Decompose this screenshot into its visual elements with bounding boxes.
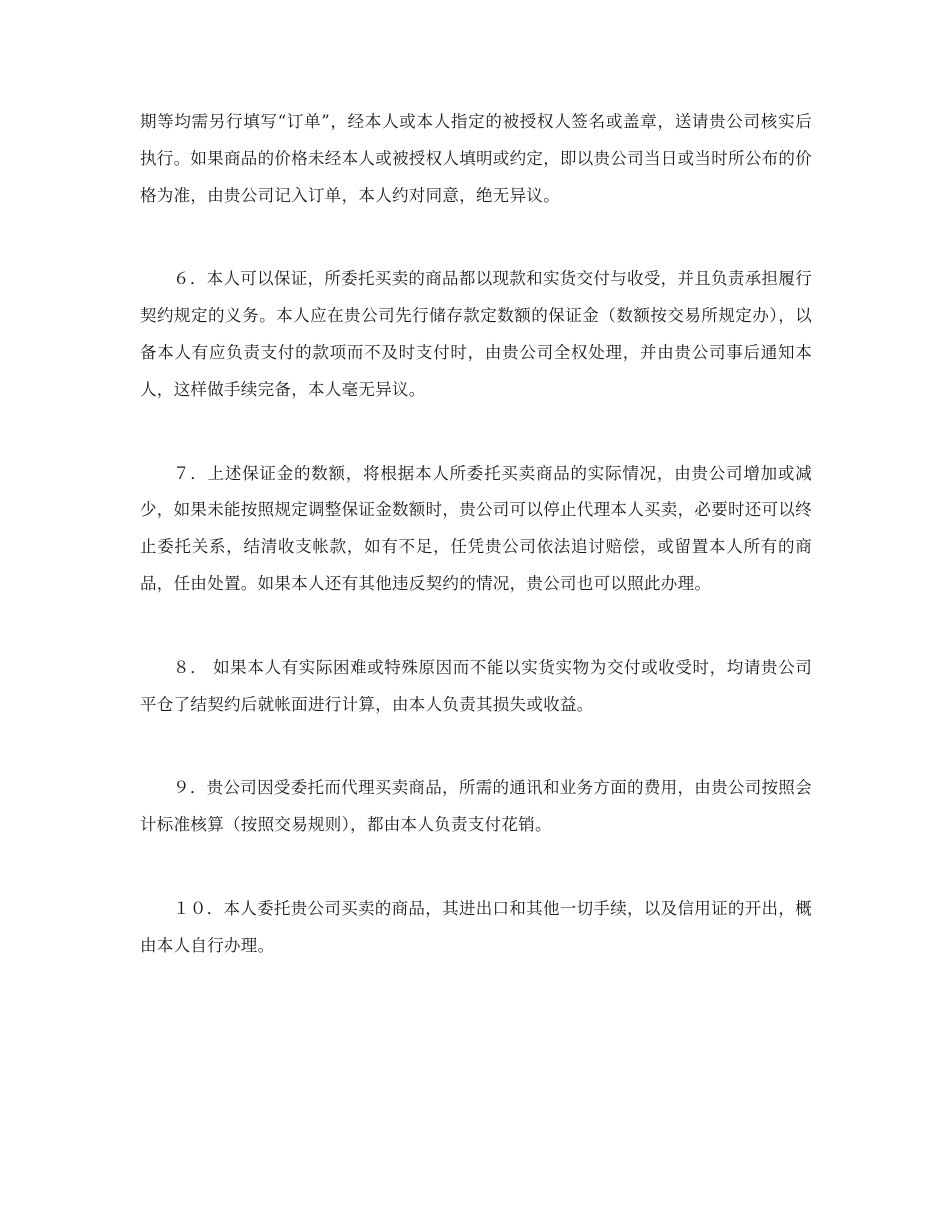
paragraph-9: ９．贵公司因受委托而代理买卖商品，所需的通讯和业务方面的费用，由贵公司按照会计标准核算（按照交易规则），都由本人负责支付花销。 — [140, 778, 812, 835]
paragraph-6: ６．本人可以保证，所委托买卖的商品都以现款和实货交付与收受，并且负责承担履行契约规定的义务。本人应在贵公司先行储存款定数额的保证金（数额按交易所规定办），以备本人有应负责支付的款项而不及时支付时，由贵公司全权处理，并由贵公司事后通知本人，这样做手续完备，本人毫无异议。 — [140, 269, 812, 399]
paragraph-8: ８． 如果本人有实际困难或特殊原因而不能以实货实物为交付或收受时，均请贵公司平仓了结契约后就帐面进行计算，由本人负责其损失或收益。 — [140, 657, 812, 714]
paragraph-7: ７．上述保证金的数额，将根据本人所委托买卖商品的实际情况，由贵公司增加或减少，如果未能按照规定调整保证金数额时，贵公司可以停止代理本人买卖，必要时还可以终止委托关系，结清收支帐款，如有不足，任凭贵公司依法追讨赔偿，或留置本人所有的商品，任由处置。如果本人还有其他违反契约的情况，贵公司也可以照此办理。 — [140, 463, 812, 593]
paragraph-10: １０．本人委托贵公司买卖的商品，其进出口和其他一切手续，以及信用证的开出，概由本人自行办理。 — [140, 898, 812, 955]
paragraph-5-continued: 期等均需另行填写“订单”，经本人或本人指定的被授权人签名或盖章，送请贵公司核实后执行。如果商品的价格未经本人或被授权人填明或约定，即以贵公司当日或当时所公布的价格为准，由贵公司记入订单，本人约对同意，绝无异议。 — [140, 112, 812, 205]
